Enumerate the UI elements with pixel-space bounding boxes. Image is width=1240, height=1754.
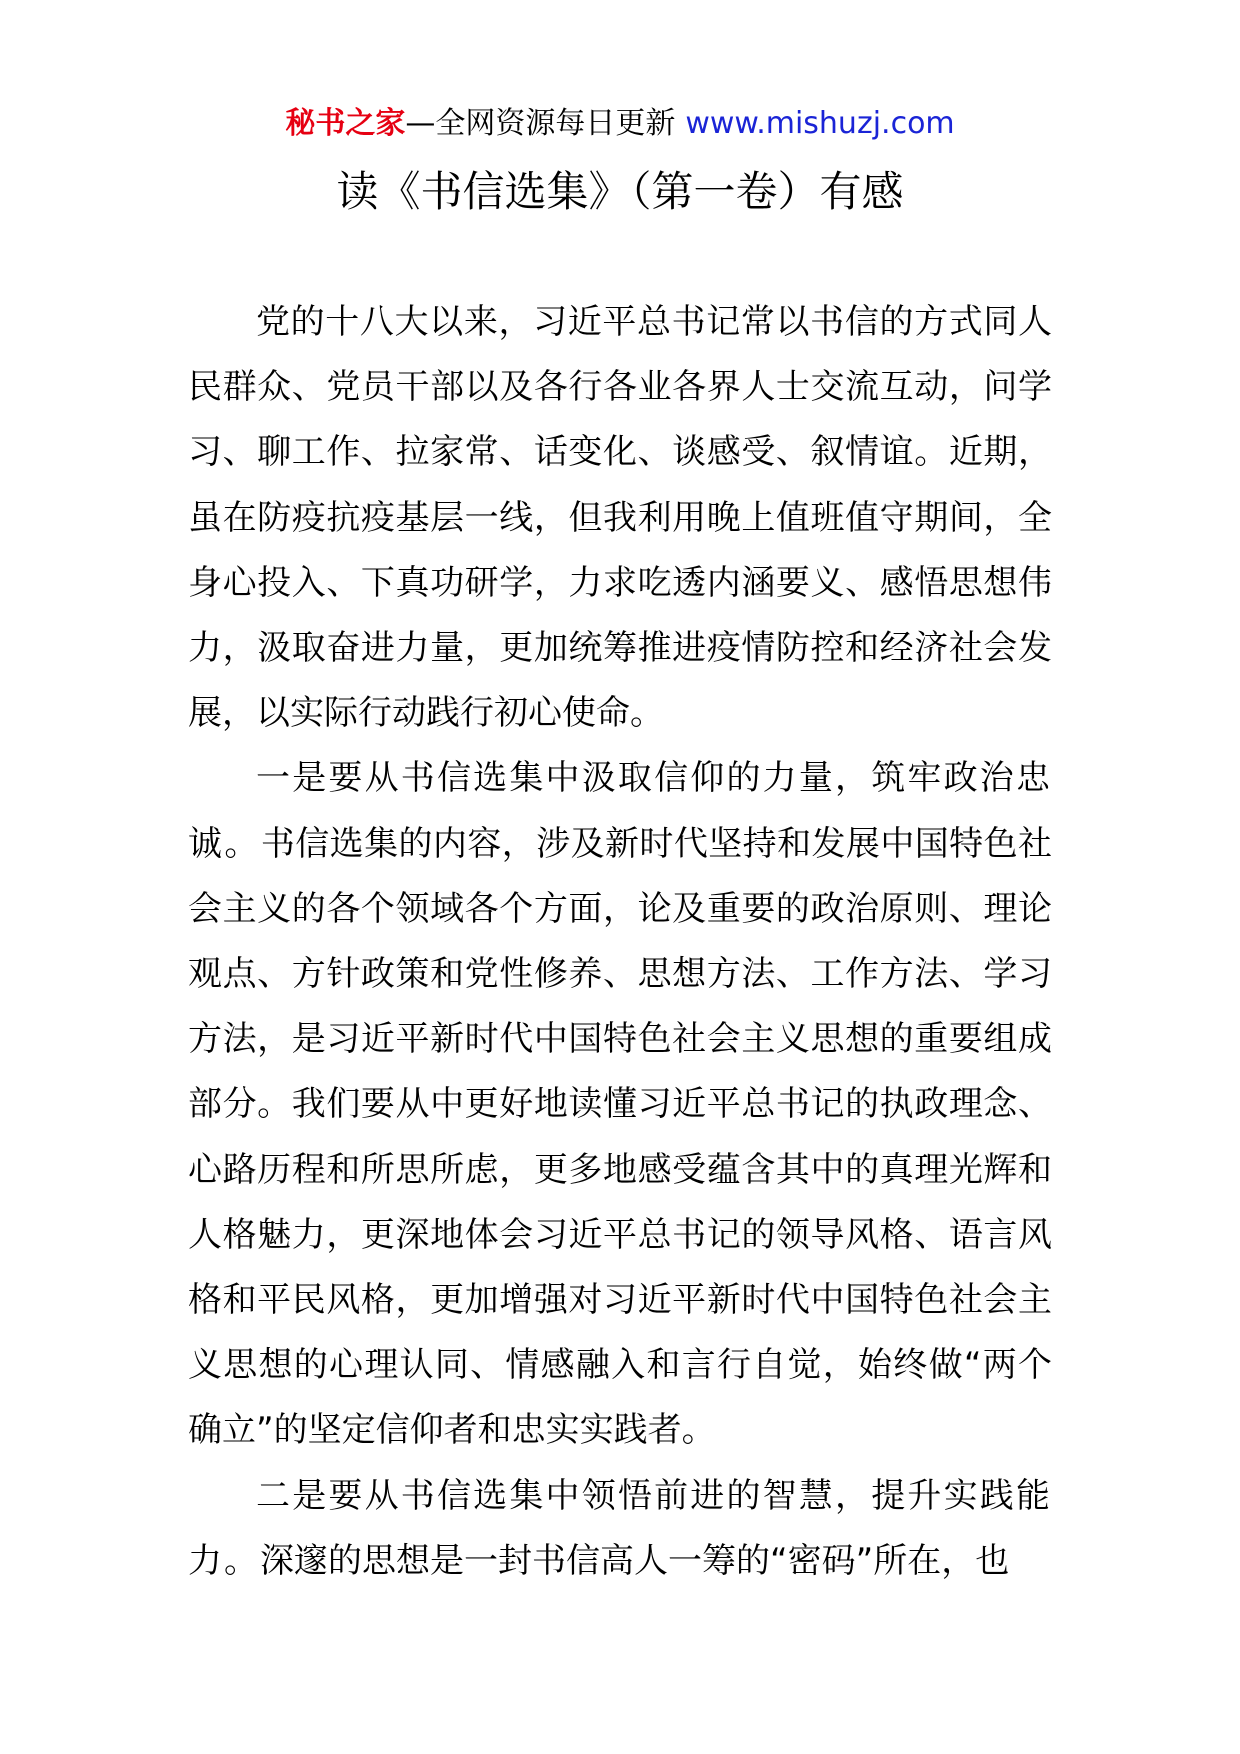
header-tagline: —全网资源每日更新 xyxy=(405,106,676,141)
document-title: 读《书信选集》（第一卷）有感 xyxy=(336,167,904,216)
document-body xyxy=(188,290,1052,1594)
paragraph-text: 深邃的思想是一封书信高人一筹的“密码”所在，也 xyxy=(260,1540,1010,1581)
site-url-link[interactable]: www.mishuzj.com xyxy=(685,106,955,141)
paragraph-lead: 一是要从书信选集中汲取信仰的力量，筑牢政治忠诚。 xyxy=(188,758,1052,864)
paragraph-intro xyxy=(188,290,1052,746)
paragraph-lead: 二是要从书信选集中领悟前进的智慧，提升实践能力。 xyxy=(188,1475,1052,1581)
site-header xyxy=(0,100,1240,148)
paragraph-point-two xyxy=(188,1464,1052,1594)
paragraph-point-one xyxy=(188,746,1052,1463)
brand-name: 秘书之家 xyxy=(285,106,406,141)
paragraph-text: 书信选集的内容，涉及新时代坚持和发展中国特色社会主义的各个领域各个方面，论及重要的政治原则、理论观点、方针政策和党性修养、思想方法、工作方法、学习方法，是习近平新时代中国特色社会主义思想的重要组成部分。我们要从中更好地读懂习近平总书记的执政理念、心路历程和所思所虑，更多地感受蕴含其中的真理光辉和人格魅力，更深地体会习近平总书记的领导风格、语言风格和平民风格，更加增强对习近平新时代中国特色社会主义思想的心理认同、情感融入和言行自觉，始终做“两个确立”的坚定信仰者和忠实实践者。 xyxy=(188,823,1053,1451)
paragraph-text: 党的十八大以来，习近平总书记常以书信的方式同人民群众、党员干部以及各行各业各界人士交流互动，问学习、聊工作、拉家常、话变化、谈感受、叙情谊。近期，虽在防疫抗疫基层一线，但我利用晚上值班值守期间，全身心投入、下真功研学，力求吃透内涵要义、感悟思想伟力，汲取奋进力量，更加统筹推进疫情防控和经济社会发展，以实际行动践行初心使命。 xyxy=(188,302,1052,734)
